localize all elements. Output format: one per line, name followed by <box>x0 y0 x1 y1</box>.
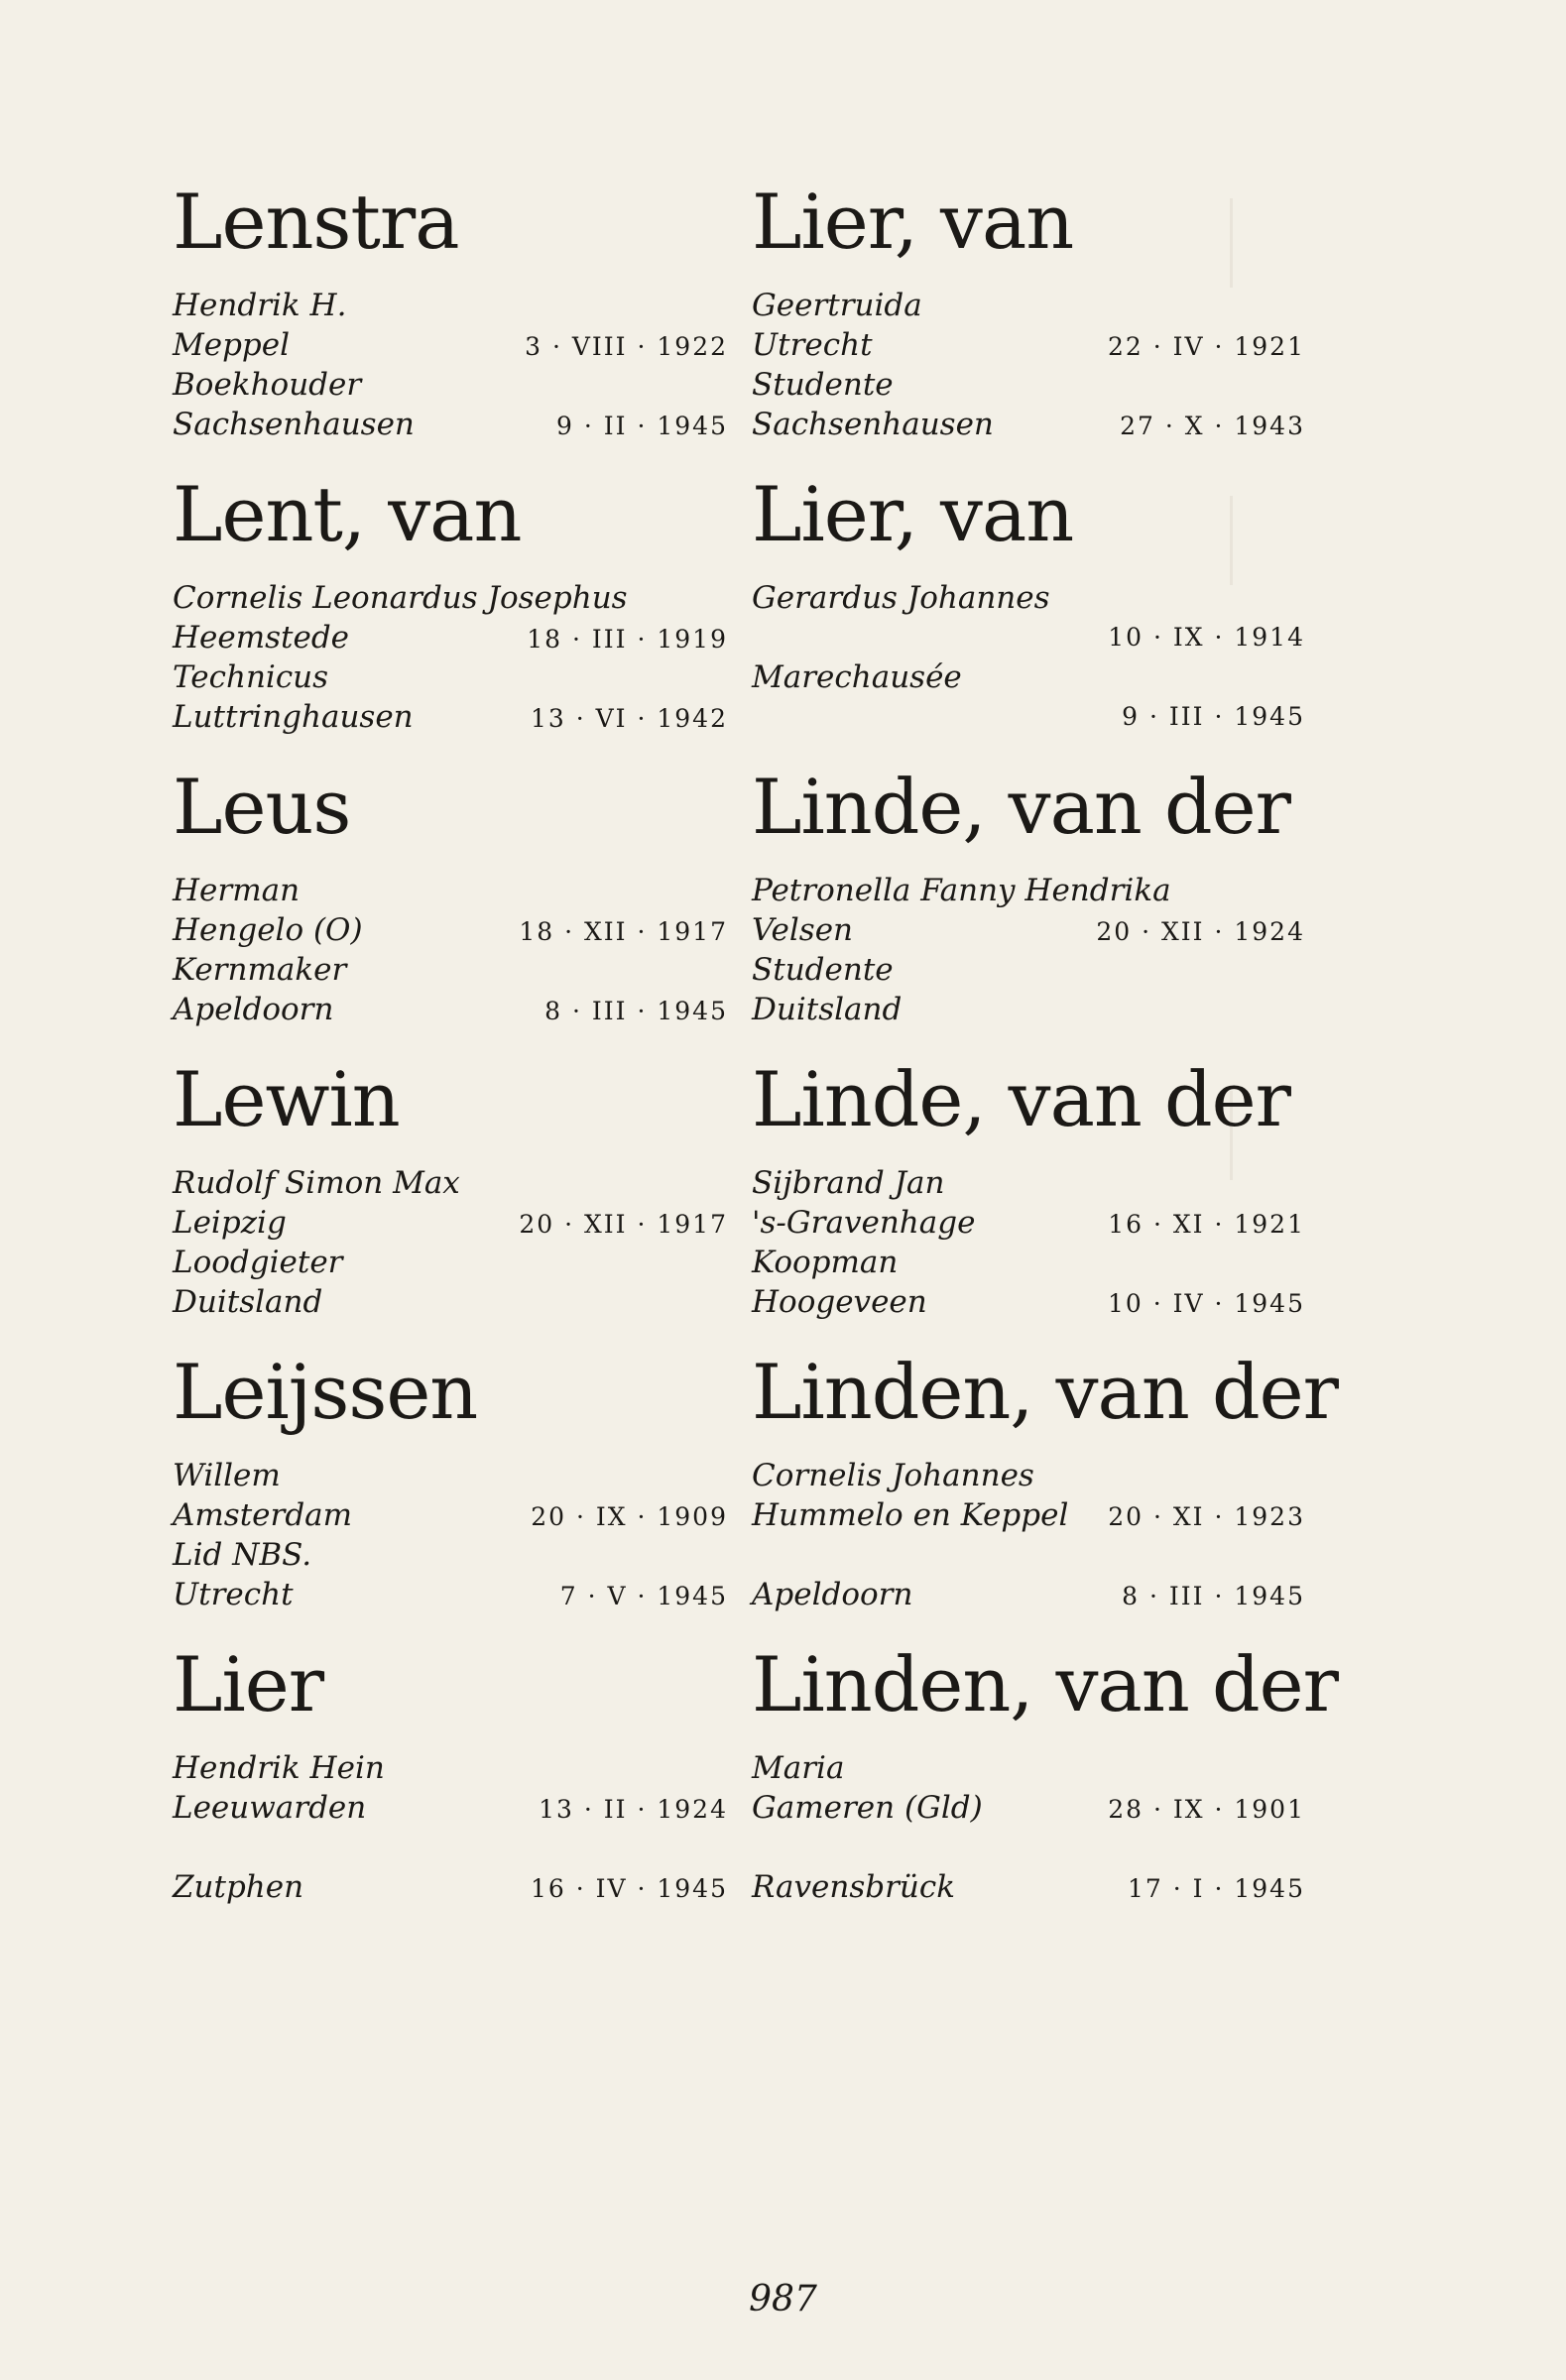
date: 16 · XI · 1921 <box>1108 1210 1305 1239</box>
entry-row <box>173 1748 728 1788</box>
given-names: Cornelis Leonardus Josephus <box>173 580 628 616</box>
place: Leeuwarden <box>173 1790 367 1826</box>
entry-row <box>173 325 728 365</box>
entry-row <box>173 1456 728 1495</box>
right-column <box>752 178 1338 1940</box>
entry-row <box>752 1163 1305 1203</box>
entry-row <box>173 1495 728 1535</box>
entry-row <box>752 286 1305 325</box>
entry-row <box>173 578 728 618</box>
surname-heading: Linden, van der <box>752 1348 1338 1436</box>
entry-row <box>752 1575 1305 1614</box>
surname-heading: Lent, van <box>173 470 522 558</box>
entry-row <box>752 325 1305 365</box>
date: 27 · X · 1943 <box>1120 412 1305 440</box>
entry-row <box>173 365 728 405</box>
entry-row <box>173 1867 728 1907</box>
occupation: Lid NBS. <box>173 1537 312 1573</box>
place: Ravensbrück <box>752 1869 956 1905</box>
occupation: Kernmaker <box>173 952 347 988</box>
entry-row <box>752 1748 1305 1788</box>
entry-row <box>173 1163 728 1203</box>
place: Hengelo (O) <box>173 912 363 948</box>
date: 22 · IV · 1921 <box>1107 332 1305 361</box>
given-names: Hendrik Hein <box>173 1750 385 1786</box>
date: 18 · III · 1919 <box>527 625 728 654</box>
entry-row <box>752 1282 1305 1322</box>
place: Luttringhausen <box>173 699 414 735</box>
place: Apeldoorn <box>752 1577 913 1612</box>
entry-row <box>173 1788 728 1828</box>
given-names: Geertruida <box>752 288 922 323</box>
entry-row <box>173 1828 728 1867</box>
place: Duitsland <box>173 1284 323 1320</box>
date: 9 · II · 1945 <box>556 412 728 440</box>
entry-row <box>173 1282 728 1322</box>
entry-row <box>752 405 1305 444</box>
surname-heading: Leus <box>173 763 351 851</box>
surname-heading: Linde, van der <box>752 763 1290 851</box>
given-names: Sijbrand Jan <box>752 1165 945 1201</box>
place: Hoogeveen <box>752 1284 927 1320</box>
place: Heemstede <box>173 620 350 655</box>
entry-row <box>752 990 1305 1029</box>
entry <box>173 1348 728 1647</box>
entry <box>173 470 728 770</box>
date: 17 · I · 1945 <box>1128 1874 1305 1903</box>
surname-heading: Linde, van der <box>752 1055 1290 1143</box>
entry-row <box>752 365 1305 405</box>
entry-row <box>752 950 1305 990</box>
occupation: Technicus <box>173 659 329 695</box>
date: 9 · III · 1945 <box>1122 702 1305 731</box>
place: Utrecht <box>752 327 873 363</box>
page-number: 987 <box>749 2279 817 2320</box>
entry-row <box>173 1575 728 1614</box>
entry-row <box>752 1535 1305 1575</box>
entry <box>752 1055 1305 1355</box>
entry-row <box>752 618 1305 657</box>
date: 28 · IX · 1901 <box>1108 1795 1305 1824</box>
place: Velsen <box>752 912 854 948</box>
given-names: Rudolf Simon Max <box>173 1165 460 1201</box>
entry-row <box>752 1788 1305 1828</box>
surname-heading: Lier, van <box>752 178 1074 266</box>
occupation: Marechausée <box>752 659 962 695</box>
entry-row <box>173 910 728 950</box>
given-names: Cornelis Johannes <box>752 1458 1034 1493</box>
place: Sachsenhausen <box>173 407 415 442</box>
entry-row <box>752 1828 1305 1867</box>
entry-row <box>173 990 728 1029</box>
entry-row <box>752 910 1305 950</box>
given-names: Gerardus Johannes <box>752 580 1050 616</box>
surname-heading: Leijssen <box>173 1348 478 1436</box>
entry <box>752 1348 1338 1647</box>
entry-row <box>752 1867 1305 1907</box>
entry-row <box>752 657 1305 697</box>
date: 20 · XII · 1917 <box>519 1210 728 1239</box>
date: 10 · IX · 1914 <box>1108 623 1305 652</box>
place: Leipzig <box>173 1205 287 1241</box>
entry-row <box>752 1203 1305 1243</box>
entry-row <box>173 697 728 737</box>
date: 8 · III · 1945 <box>544 997 728 1025</box>
left-column <box>173 178 728 1940</box>
date: 20 · XI · 1923 <box>1108 1502 1305 1531</box>
entry-row <box>752 578 1305 618</box>
entry-row <box>173 1203 728 1243</box>
occupation: Studente <box>752 952 894 988</box>
date: 16 · IV · 1945 <box>530 1874 728 1903</box>
date: 18 · XII · 1917 <box>519 917 728 946</box>
entry-row <box>752 1243 1305 1282</box>
entry-row <box>173 618 728 657</box>
place: Amsterdam <box>173 1497 353 1533</box>
date: 3 · VIII · 1922 <box>525 332 728 361</box>
surname-heading: Lenstra <box>173 178 459 266</box>
entry-row <box>752 1456 1305 1495</box>
entry-row <box>173 1243 728 1282</box>
occupation: Studente <box>752 367 894 403</box>
entry-row <box>752 697 1305 737</box>
surname-heading: Lier, van <box>752 470 1074 558</box>
entry-row <box>173 871 728 910</box>
entry <box>173 1055 728 1355</box>
entry <box>752 178 1305 477</box>
given-names: Willem <box>173 1458 281 1493</box>
entry-row <box>173 286 728 325</box>
date: 10 · IV · 1945 <box>1107 1289 1305 1318</box>
entry-row <box>173 950 728 990</box>
entry-row <box>173 657 728 697</box>
entry-row <box>752 871 1305 910</box>
surname-heading: Lewin <box>173 1055 400 1143</box>
place: Apeldoorn <box>173 992 334 1027</box>
place: 's-Gravenhage <box>752 1205 976 1241</box>
date: 13 · II · 1924 <box>539 1795 728 1824</box>
entry-row <box>173 405 728 444</box>
surname-heading: Linden, van der <box>752 1640 1338 1728</box>
date: 7 · V · 1945 <box>559 1582 728 1610</box>
entry <box>752 1640 1338 1940</box>
place: Meppel <box>173 327 291 363</box>
date: 20 · IX · 1909 <box>531 1502 728 1531</box>
entry <box>173 178 728 477</box>
entry-row <box>173 1535 728 1575</box>
given-names: Petronella Fanny Hendrika <box>752 873 1171 908</box>
entry-row <box>752 1495 1305 1535</box>
given-names: Herman <box>173 873 301 908</box>
occupation: Loodgieter <box>173 1245 343 1280</box>
occupation: Koopman <box>752 1245 899 1280</box>
date: 8 · III · 1945 <box>1122 1582 1305 1610</box>
occupation: Boekhouder <box>173 367 362 403</box>
entry <box>752 763 1305 1062</box>
surname-heading: Lier <box>173 1640 324 1728</box>
place: Utrecht <box>173 1577 294 1612</box>
place: Sachsenhausen <box>752 407 994 442</box>
given-names: Hendrik H. <box>173 288 347 323</box>
entry <box>173 763 728 1062</box>
given-names: Maria <box>752 1750 845 1786</box>
date: 13 · VI · 1942 <box>530 704 728 733</box>
entry <box>173 1640 728 1940</box>
entry <box>752 470 1305 770</box>
place: Duitsland <box>752 992 903 1027</box>
place: Zutphen <box>173 1869 304 1905</box>
place: Hummelo en Keppel <box>752 1497 1069 1533</box>
date: 20 · XII · 1924 <box>1096 917 1305 946</box>
place: Gameren (Gld) <box>752 1790 983 1826</box>
